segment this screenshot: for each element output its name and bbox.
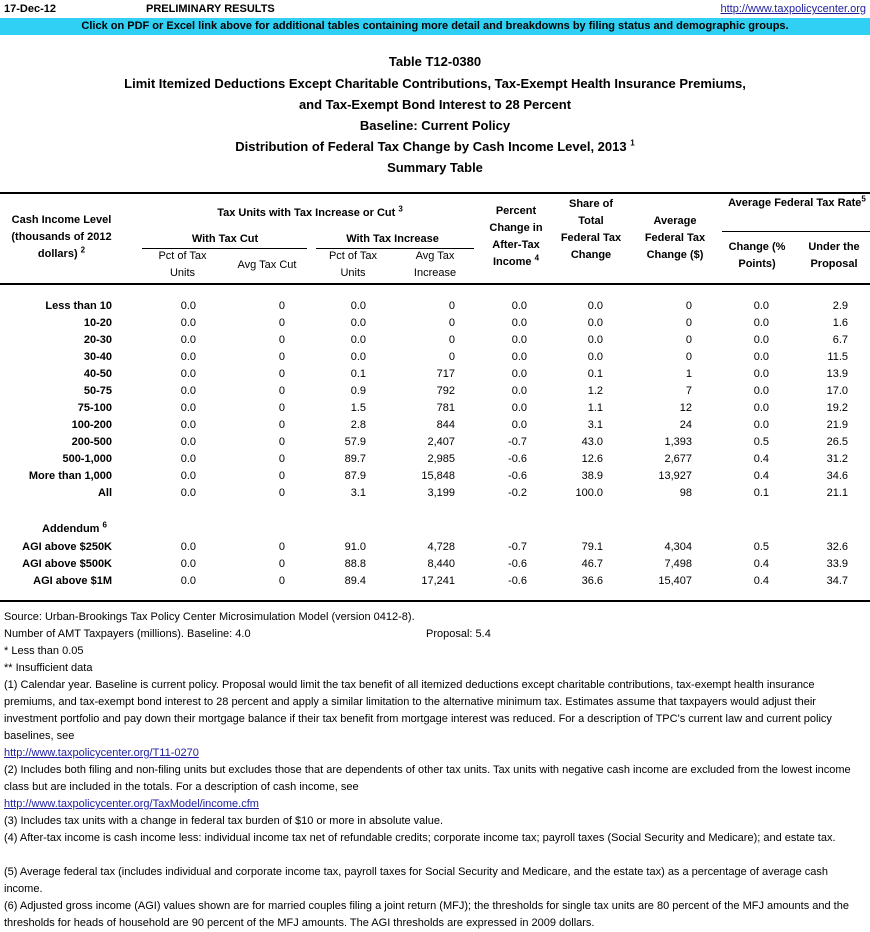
header-bottom-rule [0, 283, 870, 285]
cell-avg-fed-change: 4,304 [664, 541, 692, 553]
cell-share-total: 0.1 [587, 368, 603, 380]
insufficient-note: ** Insufficient data [4, 662, 93, 674]
cell-pct-units-cut: 0.0 [180, 402, 196, 414]
cell-under-proposal: 31.2 [826, 453, 848, 465]
cell-avg-tax-cut: 0 [278, 317, 285, 329]
table-title-line1: Limit Itemized Deductions Except Charitable Contributions, Tax-Exempt Health Insurance Premiums, [124, 76, 746, 91]
cell-pct-units-cut: 0.0 [180, 317, 196, 329]
footnote-3: (3) Includes tax units with a change in federal tax burden of $10 or more in absolute value. [4, 815, 444, 827]
cell-avg-tax-cut: 0 [278, 487, 285, 499]
income-row [0, 419, 870, 436]
cell-pct-units-cut: 0.0 [180, 300, 196, 312]
cell-pct-units-increase: 0.0 [350, 351, 366, 363]
row-label: All [97, 487, 112, 499]
cell-avg-tax-increase: 4,728 [427, 541, 455, 553]
row-label: 500-1,000 [62, 453, 112, 465]
cell-avg-tax-cut: 0 [278, 558, 285, 570]
cell-avg-tax-increase: 717 [436, 368, 455, 380]
cell-pct-units-cut: 0.0 [180, 558, 196, 570]
footnote-2-link[interactable]: http://www.taxpolicycenter.org/TaxModel/income.cfm [4, 798, 259, 810]
income-row [0, 334, 870, 351]
cell-pct-units-cut: 0.0 [180, 470, 196, 482]
row-label: 10-20 [83, 317, 112, 329]
footnote-1: (1) Calendar year. Baseline is current policy. Proposal would limit the tax benefit of all itemized deductions except charitable contributions, tax-exempt health insurance premiums, and tax-exempt bond interest to 28 percent and apply a similar limitation to the alternative minimum tax. Estimates assume that taxpayers would adjust their investment portfolio and pay down their mortgage balance if their tax benefit from mortgage interest was reduced. For a description of TPC's current law and current policy baselines, see [4, 679, 832, 742]
cell-pct-units-increase: 57.9 [344, 436, 366, 448]
amt-proposal: Proposal: 5.4 [426, 628, 491, 640]
cell-pct-units-increase: 0.0 [350, 334, 366, 346]
cell-avg-fed-change: 0 [685, 334, 692, 346]
footnote-1-link[interactable]: http://www.taxpolicycenter.org/T11-0270 [4, 747, 199, 759]
table-bottom-rule [0, 600, 870, 602]
cell-avg-fed-change: 12 [679, 402, 692, 414]
row-label: 40-50 [83, 368, 112, 380]
income-row [0, 402, 870, 419]
footnote-4: (4) After-tax income is cash income less: individual income tax net of refundable credits; corporate income tax; payroll taxes (Social Security and Medicare); and estate tax. [4, 832, 836, 844]
income-row [0, 453, 870, 470]
cell-avg-tax-cut: 0 [278, 575, 285, 587]
cell-change-pct-points: 0.0 [753, 419, 769, 431]
cell-avg-fed-change: 0 [685, 300, 692, 312]
addendum-label: Addendum $^6$ [42, 520, 107, 535]
cell-share-total: 12.6 [581, 453, 603, 465]
cell-change-pct-points: 0.4 [753, 470, 769, 482]
cell-pct-units-cut: 0.0 [180, 334, 196, 346]
cell-pct-units-cut: 0.0 [180, 385, 196, 397]
cell-pct-units-increase: 0.9 [350, 385, 366, 397]
cell-change-pct-points: 0.0 [753, 385, 769, 397]
cell-avg-tax-increase: 15,848 [421, 470, 455, 482]
cell-pct-change-aftertax: -0.2 [508, 487, 527, 499]
cell-avg-tax-cut: 0 [278, 419, 285, 431]
cell-pct-change-aftertax: 0.0 [511, 385, 527, 397]
cell-pct-change-aftertax: -0.6 [508, 470, 527, 482]
col-avg-tax-increase: Avg Tax Increase [413, 250, 457, 279]
cell-pct-units-cut: 0.0 [180, 436, 196, 448]
cell-change-pct-points: 0.5 [753, 436, 769, 448]
col-share-total: Share of Total Federal Tax Change [560, 198, 622, 261]
cell-pct-change-aftertax: 0.0 [511, 300, 527, 312]
cell-pct-units-cut: 0.0 [180, 575, 196, 587]
income-row [0, 487, 870, 504]
cell-pct-units-increase: 0.1 [350, 368, 366, 380]
cell-avg-tax-cut: 0 [278, 368, 285, 380]
cell-pct-units-cut: 0.0 [180, 351, 196, 363]
col-pct-units-increase: Pct of Tax Units [328, 250, 378, 279]
source-note: Source: Urban-Brookings Tax Policy Center Microsimulation Model (version 0412-8). [4, 611, 415, 623]
col-pct-change-aftertax: Percent Change in After-Tax Income $^4$ [489, 205, 543, 268]
cell-change-pct-points: 0.0 [753, 351, 769, 363]
cell-avg-tax-increase: 0 [448, 300, 455, 312]
cell-under-proposal: 34.7 [826, 575, 848, 587]
cell-share-total: 0.0 [587, 351, 603, 363]
cell-under-proposal: 21.1 [826, 487, 848, 499]
cell-share-total: 100.0 [575, 487, 603, 499]
report-date: 17-Dec-12 [4, 3, 56, 15]
cell-pct-change-aftertax: -0.6 [508, 575, 527, 587]
baseline-title: Baseline: Current Policy [359, 118, 511, 133]
col-group-with-tax-increase: With Tax Increase [346, 233, 439, 245]
cell-avg-tax-increase: 781 [436, 402, 455, 414]
footnote-6: (6) Adjusted gross income (AGI) values shown are for married couples filing a joint return (MFJ); the thresholds for single tax units are 80 percent of the MFJ amounts and the thresholds for heads of household are 90 percent of the MFJ amounts. The AGI thresholds are expressed in 2009 dollars. [4, 900, 849, 929]
row-label: AGI above $1M [33, 575, 112, 587]
cell-pct-units-cut: 0.0 [180, 419, 196, 431]
income-row [0, 351, 870, 368]
cell-under-proposal: 2.9 [832, 300, 848, 312]
col-pct-units-cut: Pct of Tax Units [158, 250, 207, 279]
row-label: 100-200 [71, 419, 112, 431]
cell-share-total: 0.0 [587, 300, 603, 312]
col-income-level: Cash Income Level (thousands of 2012 dollars) $^2$ [11, 214, 112, 260]
col-change-pct-points: Change (% Points) [728, 241, 786, 270]
income-row [0, 317, 870, 334]
preliminary-label: PRELIMINARY RESULTS [146, 3, 275, 15]
cell-under-proposal: 33.9 [826, 558, 848, 570]
cell-avg-tax-cut: 0 [278, 541, 285, 553]
cell-pct-change-aftertax: 0.0 [511, 368, 527, 380]
cell-avg-tax-cut: 0 [278, 453, 285, 465]
addendum-row [0, 575, 870, 592]
cell-pct-units-cut: 0.0 [180, 541, 196, 553]
cell-change-pct-points: 0.0 [753, 334, 769, 346]
cell-avg-tax-increase: 0 [448, 334, 455, 346]
cell-pct-units-cut: 0.0 [180, 453, 196, 465]
cell-avg-tax-cut: 0 [278, 470, 285, 482]
cell-share-total: 36.6 [581, 575, 603, 587]
rule-avg-rate [722, 231, 870, 232]
cell-avg-tax-cut: 0 [278, 436, 285, 448]
cell-pct-units-increase: 2.8 [350, 419, 366, 431]
tpc-site-link[interactable]: http://www.taxpolicycenter.org [720, 3, 866, 15]
cell-pct-units-increase: 3.1 [350, 487, 366, 499]
cell-pct-units-increase: 1.5 [350, 402, 366, 414]
row-label: 75-100 [77, 402, 112, 414]
cell-avg-fed-change: 7 [685, 385, 692, 397]
distribution-title: Distribution of Federal Tax Change by Cash Income Level, 2013 $^1$ [235, 138, 635, 154]
col-group-tax-units: Tax Units with Tax Increase or Cut $^3$ [217, 204, 403, 219]
summary-title: Summary Table [387, 160, 483, 175]
cell-avg-tax-increase: 2,407 [427, 436, 455, 448]
cell-under-proposal: 21.9 [826, 419, 848, 431]
less-than-note: * Less than 0.05 [4, 645, 84, 657]
amt-note: Number of AMT Taxpayers (millions). Baseline: 4.0 Proposal: 5.4 [4, 626, 866, 643]
cell-under-proposal: 6.7 [832, 334, 848, 346]
cell-pct-units-cut: 0.0 [180, 487, 196, 499]
cell-change-pct-points: 0.0 [753, 402, 769, 414]
income-row [0, 385, 870, 402]
cell-change-pct-points: 0.0 [753, 300, 769, 312]
col-under-proposal: Under the Proposal [808, 241, 860, 270]
cell-change-pct-points: 0.0 [753, 317, 769, 329]
cell-pct-units-increase: 89.4 [344, 575, 366, 587]
footnote-2: (2) Includes both filing and non-filing units but excludes those that are dependents of other tax units. Tax units with negative cash income are excluded from the lowest income class but are included in the totals. For a description of cash income, see [4, 764, 851, 793]
cell-pct-units-increase: 89.7 [344, 453, 366, 465]
cell-change-pct-points: 0.1 [753, 487, 769, 499]
cell-change-pct-points: 0.0 [753, 368, 769, 380]
col-group-avg-rate: Average Federal Tax Rate$^5$ [728, 194, 866, 209]
cell-avg-tax-cut: 0 [278, 351, 285, 363]
row-label: More than 1,000 [28, 470, 112, 482]
income-row [0, 470, 870, 487]
row-label: Less than 10 [45, 300, 112, 312]
cell-avg-fed-change: 15,407 [658, 575, 692, 587]
cell-under-proposal: 34.6 [826, 470, 848, 482]
cell-pct-units-increase: 91.0 [344, 541, 366, 553]
cell-avg-tax-increase: 792 [436, 385, 455, 397]
cell-avg-tax-increase: 17,241 [421, 575, 455, 587]
cell-pct-change-aftertax: 0.0 [511, 334, 527, 346]
cell-under-proposal: 32.6 [826, 541, 848, 553]
cell-pct-change-aftertax: -0.6 [508, 558, 527, 570]
row-label: 30-40 [83, 351, 112, 363]
income-row [0, 436, 870, 453]
cell-avg-fed-change: 1,393 [664, 436, 692, 448]
cell-pct-units-increase: 0.0 [350, 300, 366, 312]
cell-share-total: 1.1 [587, 402, 603, 414]
col-avg-tax-cut: Avg Tax Cut [237, 259, 297, 271]
cell-under-proposal: 26.5 [826, 436, 848, 448]
cell-pct-change-aftertax: -0.6 [508, 453, 527, 465]
cell-avg-fed-change: 13,927 [658, 470, 692, 482]
row-label: AGI above $500K [22, 558, 112, 570]
cell-avg-fed-change: 24 [679, 419, 692, 431]
row-label: AGI above $250K [22, 541, 112, 553]
cell-share-total: 3.1 [587, 419, 603, 431]
info-banner: Click on PDF or Excel link above for additional tables containing more detail and breakdowns by filing status and demographic groups. [0, 18, 870, 35]
row-label: 200-500 [71, 436, 112, 448]
cell-share-total: 46.7 [581, 558, 603, 570]
cell-pct-change-aftertax: -0.7 [508, 541, 527, 553]
income-row [0, 368, 870, 385]
cell-share-total: 1.2 [587, 385, 603, 397]
cell-avg-tax-cut: 0 [278, 300, 285, 312]
cell-pct-change-aftertax: -0.7 [508, 436, 527, 448]
cell-change-pct-points: 0.4 [753, 575, 769, 587]
addendum-row [0, 541, 870, 558]
cell-change-pct-points: 0.4 [753, 558, 769, 570]
cell-avg-tax-cut: 0 [278, 402, 285, 414]
cell-pct-change-aftertax: 0.0 [511, 351, 527, 363]
cell-pct-units-cut: 0.0 [180, 368, 196, 380]
cell-avg-fed-change: 1 [685, 368, 692, 380]
cell-avg-tax-increase: 844 [436, 419, 455, 431]
cell-avg-tax-increase: 2,985 [427, 453, 455, 465]
cell-avg-tax-increase: 0 [448, 317, 455, 329]
table-id: Table T12-0380 [388, 54, 482, 69]
cell-avg-tax-increase: 3,199 [427, 487, 455, 499]
cell-change-pct-points: 0.5 [753, 541, 769, 553]
cell-under-proposal: 1.6 [832, 317, 848, 329]
cell-avg-fed-change: 0 [685, 351, 692, 363]
cell-under-proposal: 11.5 [827, 351, 848, 363]
cell-avg-fed-change: 2,677 [664, 453, 692, 465]
cell-avg-fed-change: 7,498 [664, 558, 692, 570]
cell-pct-units-increase: 87.9 [344, 470, 366, 482]
cell-pct-change-aftertax: 0.0 [511, 402, 527, 414]
cell-avg-fed-change: 98 [679, 487, 692, 499]
cell-share-total: 0.0 [587, 334, 603, 346]
cell-pct-change-aftertax: 0.0 [511, 317, 527, 329]
row-label: 50-75 [83, 385, 112, 397]
income-row [0, 300, 870, 317]
cell-share-total: 79.1 [581, 541, 603, 553]
cell-pct-units-increase: 0.0 [350, 317, 366, 329]
table-top-rule [0, 192, 870, 194]
cell-under-proposal: 13.9 [826, 368, 848, 380]
cell-avg-tax-cut: 0 [278, 385, 285, 397]
footnote-5: (5) Average federal tax (includes individual and corporate income tax, payroll taxes for Social Security and Medicare, and the estate tax) as a percentage of average cash income. [4, 866, 829, 895]
cell-share-total: 43.0 [581, 436, 603, 448]
cell-pct-change-aftertax: 0.0 [511, 419, 527, 431]
cell-avg-tax-increase: 0 [448, 351, 455, 363]
cell-under-proposal: 19.2 [826, 402, 848, 414]
cell-avg-fed-change: 0 [685, 317, 692, 329]
cell-avg-tax-increase: 8,440 [427, 558, 455, 570]
table-title-line2: and Tax-Exempt Bond Interest to 28 Percent [298, 97, 572, 112]
cell-change-pct-points: 0.4 [753, 453, 769, 465]
cell-share-total: 0.0 [587, 317, 603, 329]
cell-share-total: 38.9 [581, 470, 603, 482]
col-avg-fed-change: Average Federal Tax Change ($) [644, 215, 706, 261]
cell-avg-tax-cut: 0 [278, 334, 285, 346]
col-group-with-tax-cut: With Tax Cut [191, 233, 259, 245]
addendum-row [0, 558, 870, 575]
cell-pct-units-increase: 88.8 [344, 558, 366, 570]
row-label: 20-30 [83, 334, 112, 346]
cell-under-proposal: 17.0 [826, 385, 848, 397]
